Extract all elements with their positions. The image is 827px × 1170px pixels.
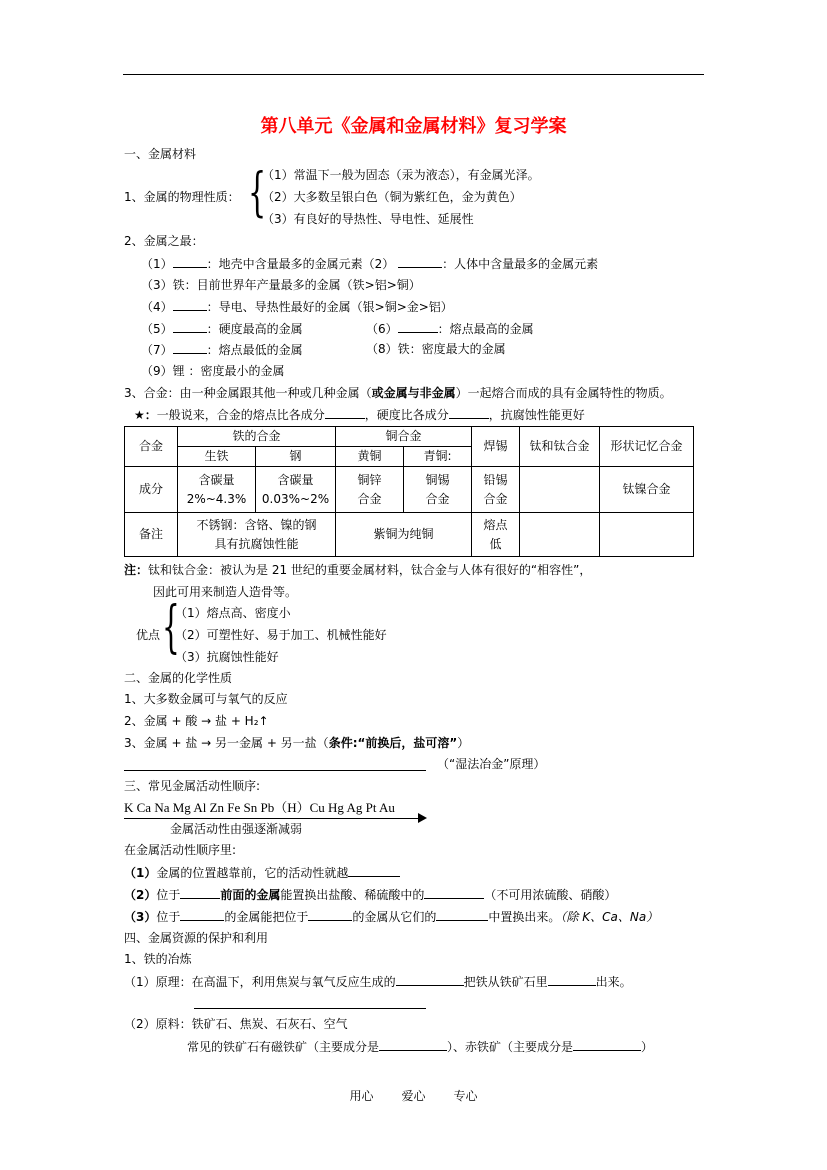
activity-intro: 在金属活动性顺序里:: [124, 843, 237, 857]
header-sma: 形状记忆合金: [600, 427, 694, 467]
cell-steel-note: 不锈钢：含铬、镍的钢 具有抗腐蚀性能: [178, 513, 336, 557]
cell-sma-comp: 钛镍合金: [600, 467, 694, 513]
blank[interactable]: [396, 974, 464, 986]
blank[interactable]: [379, 1039, 447, 1051]
header-titanium: 钛和钛合金: [520, 427, 600, 467]
iron-smelting-heading: 1、铁的冶炼: [124, 952, 192, 966]
footer-word: 用心: [349, 1089, 374, 1103]
answer-line: [194, 1008, 426, 1009]
smelting-materials: （2）原料：铁矿石、焦炭、石灰石、空气: [124, 1017, 348, 1031]
blank[interactable]: [436, 909, 488, 921]
blank[interactable]: [398, 256, 442, 268]
brace-physical: {: [248, 163, 267, 223]
cell-bronze-comp: 铜锡 合金: [404, 467, 472, 513]
alloy-star-note: ★：一般说来，合金的熔点比各成分 ，硬度比各成分 ，抗腐蚀性能更好: [134, 408, 585, 422]
physical-props-label: 1、金属的物理性质：: [124, 190, 240, 204]
cell-solder-comp: 铅锡 合金: [472, 467, 520, 513]
advantage-2: （2）可塑性好、易于加工、机械性能好: [175, 628, 387, 642]
cell-steel-comp: 含碳量 0.03%~2%: [256, 467, 336, 513]
extreme-9: （9）锂 ：密度最小的金属: [141, 364, 285, 378]
section3-heading: 三、常见金属活动性顺序:: [124, 779, 261, 793]
advantage-3: （3）抗腐蚀性能好: [175, 650, 279, 664]
blank[interactable]: [573, 1039, 641, 1051]
page-footer: [0, 1087, 827, 1104]
header-brass: 黄铜: [336, 447, 404, 467]
metal-extremes-heading: 2、金属之最：: [124, 234, 204, 248]
extreme-7: （7） ：熔点最低的金属: [141, 343, 303, 357]
blank[interactable]: [180, 909, 224, 921]
row-label-composition: 成分: [125, 467, 178, 513]
activity-point-2: （2）位于 前面的金属能置换出盐酸、稀硫酸中的 （不可用浓硫酸、硝酸）: [124, 888, 617, 902]
extreme-4: （4） ：导电、导热性最好的金属（银>铜>金>铝）: [141, 300, 453, 314]
section2-heading: 二、金属的化学性质: [124, 671, 233, 685]
blank[interactable]: [424, 887, 484, 899]
footer-word: 爱心: [401, 1089, 426, 1103]
physical-prop-2: （2）大多数呈银白色（铜为紫红色，金为黄色）: [262, 190, 522, 204]
blank[interactable]: [173, 256, 207, 268]
header-pig-iron: 生铁: [178, 447, 256, 467]
cell-titanium-note: [520, 513, 600, 557]
wet-metallurgy: （“湿法冶金”原理）: [437, 757, 546, 771]
cell-brass-comp: 铜锌 合金: [336, 467, 404, 513]
blank[interactable]: [173, 342, 207, 354]
header-solder: 焊锡: [472, 427, 520, 467]
extreme-5: （5） ：硬度最高的金属: [141, 322, 303, 336]
blank[interactable]: [308, 909, 352, 921]
activity-weakening: 金属活动性由强逐渐减弱: [170, 822, 303, 836]
blank[interactable]: [325, 407, 365, 419]
titanium-note-1: 注：钛和钛合金：被认为是 21 世纪的重要金属材料，钛合金与人体有很好的“相容性”，: [124, 563, 592, 577]
blank[interactable]: [180, 887, 220, 899]
header-copper-alloy: 铜合金: [336, 427, 472, 447]
titanium-note-2: 因此可用来制造人造骨等。: [153, 585, 298, 599]
iron-ores: 常见的铁矿石有磁铁矿（主要成分是 ）、赤铁矿（主要成分是 ）: [187, 1040, 654, 1054]
blank[interactable]: [398, 321, 438, 333]
reaction-2: 2、金属 + 酸 → 盐 + H₂↑: [124, 714, 269, 728]
activity-arrow: [124, 818, 420, 819]
header-bronze: 青铜:: [404, 447, 472, 467]
activity-point-3: （3）位于 的金属能把位于 的金属从它们的 中置换出来。（除 K、Ca、Na）: [124, 910, 659, 924]
arrowhead-icon: [418, 813, 427, 823]
activity-point-1: （1）金属的位置越靠前，它的活动性就越: [124, 865, 400, 881]
header-alloy: 合金: [125, 427, 178, 467]
cell-copper-note: 紫铜为纯铜: [336, 513, 472, 557]
page-title: 第八单元《金属和金属材料》复习学案: [260, 116, 567, 137]
section4-heading: 四、金属资源的保护和利用: [124, 931, 269, 945]
blank[interactable]: [173, 299, 207, 311]
footer-word: 专心: [453, 1089, 478, 1103]
answer-line: [124, 770, 426, 771]
blank[interactable]: [548, 974, 596, 986]
blank[interactable]: [348, 865, 400, 877]
row-label-note: 备注: [125, 513, 178, 557]
header-rule: [123, 74, 704, 75]
extreme-1-2: （1） ：地壳中含量最多的金属元素（2） ：人体中含量最多的金属元素: [141, 257, 599, 271]
brace-advantages: {: [162, 595, 180, 660]
reaction-1: 1、大多数金属可与氧气的反应: [124, 692, 288, 706]
reaction-3: 3、金属 + 盐 → 另一金属 + 另一盐（条件:“前换后，盐可溶”）: [124, 736, 470, 750]
cell-sma-note: [600, 513, 694, 557]
physical-prop-1: （1）常温下一般为固态（汞为液态），有金属光泽。: [262, 168, 540, 182]
physical-prop-3: （3）有良好的导热性、导电性、延展性: [262, 212, 474, 226]
extreme-3: （3）铁：目前世界年产量最多的金属（铁>铝>铜）: [141, 278, 421, 292]
advantage-1: （1）熔点高、密度小: [175, 606, 291, 620]
activity-series: K Ca Na Mg Al Zn Fe Sn Pb（H）Cu Hg Ag Pt Au: [124, 800, 395, 815]
blank[interactable]: [449, 407, 489, 419]
alloy-definition: 3、合金：由一种金属跟其他一种或几种金属（或金属与非金属）一起熔合而成的具有金属特性的物质。: [124, 386, 672, 400]
advantages-label: 优点: [136, 628, 161, 642]
smelting-principle: （1）原理：在高温下，利用焦炭与氧气反应生成的 把铁从铁矿石里 出来。: [124, 975, 632, 989]
cell-pig-iron-comp: 含碳量 2%~4.3%: [178, 467, 256, 513]
header-iron-alloy: 铁的合金: [178, 427, 336, 447]
extreme-6: （6） ：熔点最高的金属: [366, 322, 534, 336]
extreme-8: （8）铁：密度最大的金属: [366, 342, 506, 356]
cell-titanium-comp: [520, 467, 600, 513]
alloy-table: [124, 426, 694, 557]
header-steel: 钢: [256, 447, 336, 467]
section1-heading: 一、金属材料: [124, 147, 197, 161]
cell-solder-note: 熔点 低: [472, 513, 520, 557]
blank[interactable]: [173, 321, 207, 333]
